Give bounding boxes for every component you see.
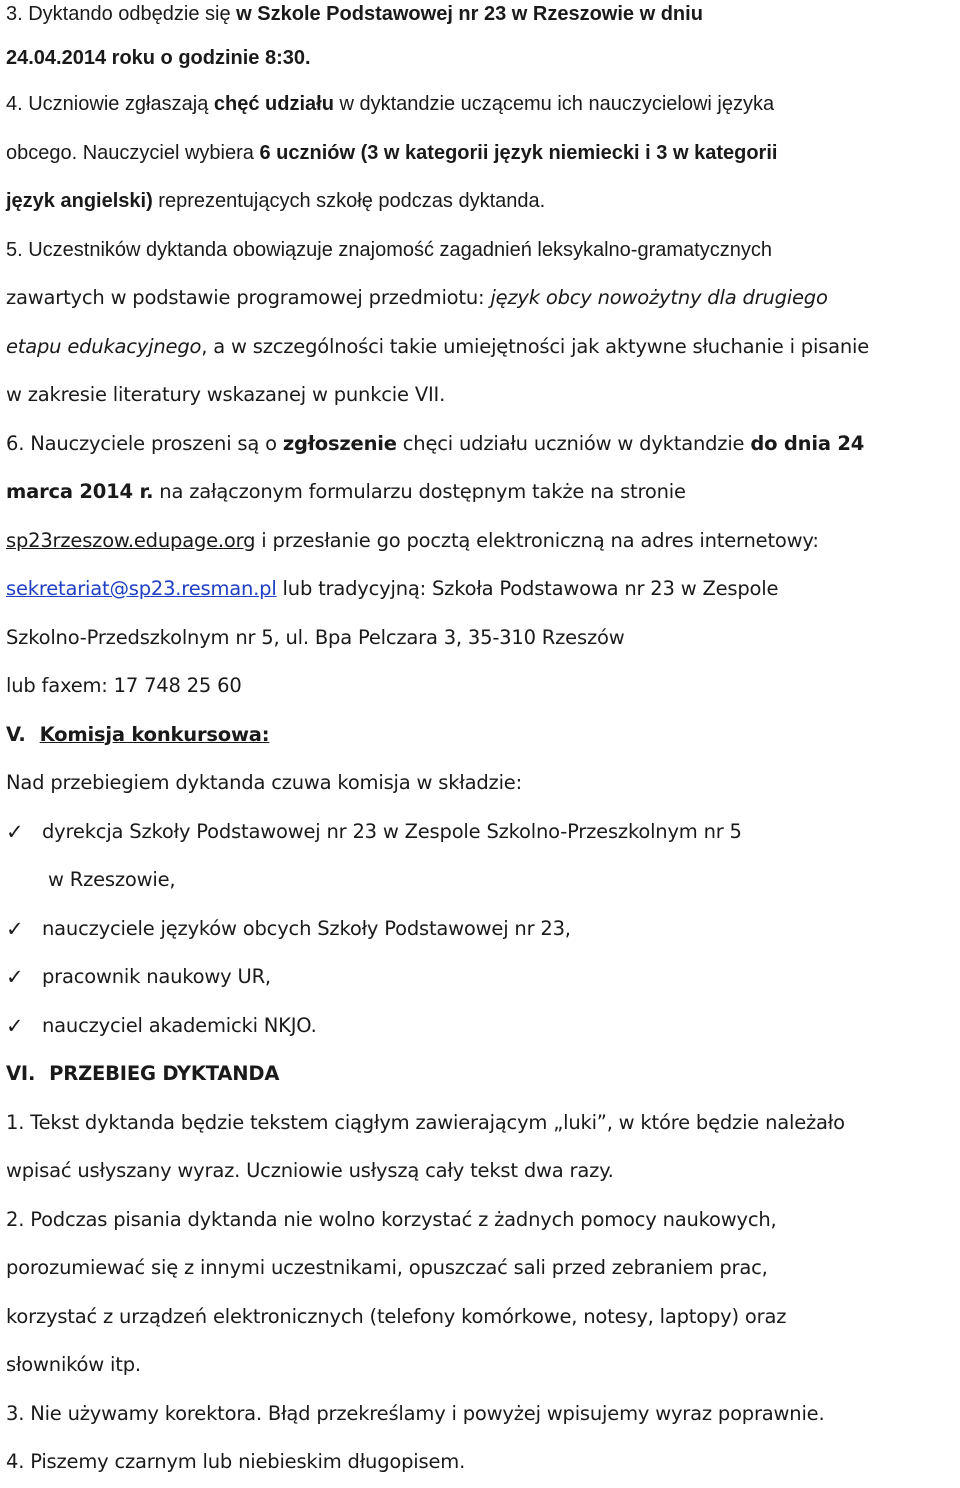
rule-5-line-3-text: , a w szczególności takie umiejętności jak aktywne słuchanie i pisanie <box>201 334 870 358</box>
fax-number: lub faxem: 17 748 25 60 <box>6 674 242 697</box>
rule-6-line-4 <box>6 565 958 614</box>
rule-3-school-date: w Szkole Podstawowej nr 23 w Rzeszowie w dniu <box>236 3 703 25</box>
section-vi-title: PRZEBIEG DYKTANDA <box>49 1062 280 1085</box>
rule-5-line-4 <box>6 371 958 420</box>
procedure-1-text: 1. Tekst dyktanda będzie tekstem ciągłym zawierającym „luki”, w które będzie należało <box>6 1110 845 1134</box>
section-v-numeral: V. <box>6 722 26 746</box>
rule-3-datetime: 24.04.2014 roku o godzinie 8:30. <box>6 47 311 69</box>
commission-item-1-continuation <box>6 856 958 905</box>
rule-4-line-3 <box>6 177 958 226</box>
procedure-4 <box>6 1438 958 1487</box>
rule-6-text-c: chęci udziału uczniów w dyktandzie <box>396 431 751 455</box>
rule-5-line-3 <box>6 323 958 372</box>
rule-6-bold-date: marca 2014 r. <box>6 480 154 503</box>
rule-4-text-a: 4. Uczniowie zgłaszają <box>6 93 214 115</box>
checkmark-icon: ✓ <box>6 916 24 941</box>
procedure-2-text-cont: słowników itp. <box>6 1353 141 1376</box>
postal-address: Szkolno-Przedszkolnym nr 5, ul. Bpa Pelczara 3, 35-310 Rzeszów <box>6 625 625 649</box>
rule-5-line-4-text: w zakresie literatury wskazanej w punkcie VII. <box>6 383 446 406</box>
rule-5-line-2 <box>6 274 958 323</box>
procedure-2-line-2 <box>6 1244 958 1293</box>
rule-6-line-4-text: lub tradycyjną: Szkoła Podstawowa nr 23 w Zespole <box>276 577 779 600</box>
rule-4-line-2-bold: 6 uczniów (3 w kategorii język niemiecki i 3 w kategorii <box>259 141 778 164</box>
rule-5-line-2-italic: język obcy nowożytny dla drugiego <box>490 286 828 309</box>
procedure-3 <box>6 1390 958 1439</box>
rule-6-text-a: 6. Nauczyciele proszeni są o <box>6 431 283 455</box>
rule-4-line-3-bold: język angielski) <box>6 190 153 212</box>
procedure-2-text-cont: porozumiewać się z innymi uczestnikami, opuszczać sali przed zebraniem prac, <box>6 1256 768 1279</box>
commission-item-text: pracownik naukowy UR, <box>42 965 271 988</box>
rule-4-line-1 <box>6 80 958 129</box>
rule-6-line-5 <box>6 614 958 663</box>
section-v-title: Komisja konkursowa: <box>39 722 270 746</box>
procedure-2-text: 2. Podczas pisania dyktanda nie wolno korzystać z żadnych pomocy naukowych, <box>6 1207 777 1231</box>
commission-item-text: dyrekcja Szkoły Podstawowej nr 23 w Zespole Szkolno-Przeszkolnym nr 5 <box>42 819 742 843</box>
procedure-2-line-1 <box>6 1196 958 1245</box>
rule-5-text: 5. Uczestników dyktanda obowiązuje znajomość zagadnień leksykalno-gramatycznych <box>6 238 772 261</box>
commission-item-text: nauczyciel akademicki NKJO. <box>42 1013 317 1037</box>
section-v-heading <box>6 711 958 760</box>
rule-5-line-2-text: zawartych w podstawie programowej przedmiotu: <box>6 286 491 309</box>
rule-4-line-3-text: reprezentujących szkołę podczas dyktanda. <box>152 190 546 212</box>
section-vi-numeral: VI. <box>6 1062 36 1085</box>
section-vi-heading <box>6 1050 958 1099</box>
rule-5-line-1 <box>6 226 958 275</box>
rule-6-line-2-text: na załączonym formularzu dostępnym także na stronie <box>153 480 686 503</box>
document-page <box>6 0 958 1487</box>
procedure-1-text-cont: wpisać usłyszany wyraz. Uczniowie usłyszą cały tekst dwa razy. <box>6 1159 614 1182</box>
rule-6-bold-zgloszenie: zgłoszenie <box>282 431 397 455</box>
commission-item-2 <box>6 905 958 954</box>
commission-item-4 <box>6 1002 958 1051</box>
rule-3-line-2 <box>6 36 958 80</box>
checkmark-icon: ✓ <box>6 965 24 989</box>
commission-item-text: nauczyciele języków obcych Szkoły Podstawowej nr 23, <box>42 916 571 940</box>
rule-4-bold: chęć udziału <box>213 93 334 115</box>
rule-4-line-2-text: obcego. Nauczyciel wybiera <box>6 141 260 164</box>
commission-item-3 <box>6 953 958 1002</box>
rule-6-line-3 <box>6 517 958 566</box>
checkmark-icon: ✓ <box>6 1013 24 1038</box>
procedure-1-line-2 <box>6 1147 958 1196</box>
rule-5-line-3-italic: etapu edukacyjnego <box>6 334 202 358</box>
email-link[interactable]: sekretariat@sp23.resman.pl <box>6 577 277 600</box>
rule-6-bold-deadline: do dnia 24 <box>750 431 865 455</box>
procedure-2-text-cont: korzystać z urządzeń elektronicznych (telefony komórkowe, notesy, laptopy) oraz <box>6 1304 787 1328</box>
rule-4-line-2 <box>6 129 958 178</box>
procedure-2-line-4 <box>6 1341 958 1390</box>
procedure-2-line-3 <box>6 1293 958 1342</box>
rule-6-line-3-text: i przesłanie go pocztą elektroniczną na adres internetowy: <box>255 528 819 552</box>
rule-6-line-6 <box>6 662 958 711</box>
rule-3-line-1 <box>6 0 958 36</box>
checkmark-icon: ✓ <box>6 819 24 844</box>
rule-6-line-1 <box>6 420 958 469</box>
procedure-4-text: 4. Piszemy czarnym lub niebieskim długopisem. <box>6 1450 466 1473</box>
rule-4-text-c: w dyktandzie uczącemu ich nauczycielowi języka <box>333 93 775 115</box>
procedure-3-text: 3. Nie używamy korektora. Błąd przekreślamy i powyżej wpisujemy wyraz poprawnie. <box>6 1401 825 1425</box>
commission-item-1 <box>6 808 958 857</box>
procedure-1-line-1 <box>6 1099 958 1148</box>
rule-6-line-2 <box>6 468 958 517</box>
website-link[interactable]: sp23rzeszow.edupage.org <box>6 528 256 552</box>
commission-item-continuation-text: w Rzeszowie, <box>48 868 176 891</box>
section-v-intro <box>6 759 958 808</box>
rule-3-prefix: 3. Dyktando odbędzie się <box>6 3 237 25</box>
section-v-intro-text: Nad przebiegiem dyktanda czuwa komisja w składzie: <box>6 771 522 794</box>
